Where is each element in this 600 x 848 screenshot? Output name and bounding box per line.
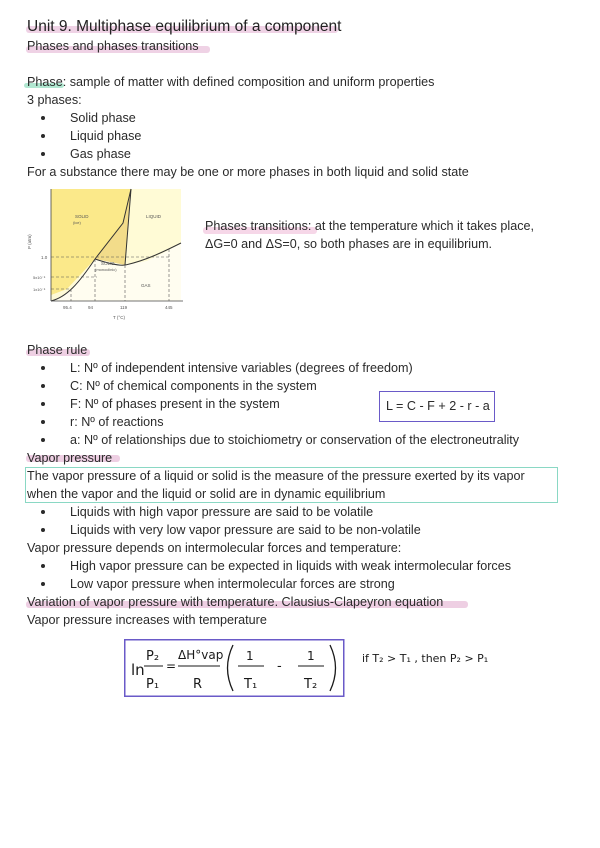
y-tick-label: 5x10⁻⁵	[33, 275, 46, 280]
bullet-icon	[41, 384, 45, 388]
phase-rule-formula: L = C - F + 2 - r - a	[386, 399, 490, 413]
right-paren	[330, 645, 336, 691]
vapor-definition-line-1: The vapor pressure of a liquid or solid is the measure of the pressure exerted by its vapor	[27, 469, 525, 483]
eq-p1: P₁	[146, 677, 160, 692]
left-paren	[228, 645, 234, 691]
phase-item-solid: Solid phase	[70, 111, 136, 125]
vapor-heading: Vapor pressure	[27, 451, 113, 465]
transitions-line-2: ΔG=0 and ΔS=0, so both phases are in equilibrium.	[205, 237, 493, 251]
region-label-monoclinic: SOLID	[101, 261, 115, 266]
transitions-term: Phases transitions:	[205, 219, 312, 233]
clausius-clapeyron-equation	[124, 639, 564, 699]
x-tick-label: 445	[165, 305, 173, 310]
y-tick-label: 1.0	[41, 255, 48, 260]
bullet-icon	[41, 134, 45, 138]
cc-note: Vapor pressure increases with temperature	[27, 613, 267, 627]
bullet-icon	[41, 510, 45, 514]
eq-r: R	[193, 677, 203, 692]
phase-rule-item: F: Nº of phases present in the system	[70, 397, 280, 411]
x-tick-label: 94	[88, 305, 94, 310]
phase-item-liquid: Liquid phase	[70, 129, 142, 143]
region-label-monoclinic-sub: (monoclinic)	[95, 267, 117, 272]
eq-one-b: 1	[307, 649, 315, 663]
eq-equals: =	[166, 659, 177, 673]
vapor-item: Liquids with very low vapor pressure are said to be non-volatile	[70, 523, 421, 537]
vapor-depends: Vapor pressure depends on intermolecular forces and temperature:	[27, 541, 402, 555]
eq-condition: if T₂ > T₁ , then P₂ > P₁	[362, 652, 489, 665]
x-tick-label: 95.4	[63, 305, 72, 310]
eq-one-a: 1	[246, 649, 254, 663]
region-label-gas: GAS	[141, 283, 151, 288]
phase-item-gas: Gas phase	[70, 147, 131, 161]
x-axis-label: T (°C)	[113, 315, 125, 320]
region-label-liquid: LIQUID	[146, 214, 162, 219]
bullet-icon	[41, 528, 45, 532]
eq-minus: -	[277, 659, 282, 674]
cc-heading: Variation of vapor pressure with temperature. Clausius-Clapeyron equation	[27, 595, 444, 609]
phase-rule-heading: Phase rule	[27, 343, 88, 357]
vapor-item: Liquids with high vapor pressure are said to be volatile	[70, 505, 374, 519]
page-subtitle: Phases and phases transitions	[27, 39, 199, 53]
eq-ln: ln	[131, 661, 145, 679]
y-tick-label: 1x10⁻⁵	[33, 287, 46, 292]
y-axis-label: P (atm)	[27, 234, 32, 249]
eq-t1: T₁	[244, 677, 258, 692]
vapor-item: Low vapor pressure when intermolecular forces are strong	[70, 577, 395, 591]
phase-definition	[27, 73, 434, 91]
bullet-icon	[41, 116, 45, 120]
bullet-icon	[41, 152, 45, 156]
substance-note: For a substance there may be one or more phases in both liquid and solid state	[27, 165, 469, 179]
bullet-icon	[41, 366, 45, 370]
vapor-item: High vapor pressure can be expected in liquids with weak intermolecular forces	[70, 559, 512, 573]
phase-rule-item: a: Nº of relationships due to stoichiometry or conservation of the electroneutrality	[70, 433, 520, 447]
vapor-definition-line-2: when the vapor and the liquid or solid are in dynamic equilibrium	[27, 487, 386, 501]
eq-t2: T₂	[304, 677, 318, 692]
phase-term: Phase:	[27, 75, 67, 89]
region-label-solid: SOLID	[75, 214, 89, 219]
region-label-solid-sub: (ice)	[73, 220, 81, 225]
transitions-line-1	[205, 217, 534, 235]
eq-dh: ΔH°vap	[178, 648, 224, 662]
bullet-icon	[41, 402, 45, 406]
phases-intro: 3 phases:	[27, 93, 82, 107]
bullet-icon	[41, 420, 45, 424]
transitions-text: at the temperature which it takes place,	[311, 219, 535, 233]
bullet-icon	[41, 438, 45, 442]
phase-rule-item: L: Nº of independent intensive variables (degrees of freedom)	[70, 361, 413, 375]
bullet-icon	[41, 582, 45, 586]
eq-p2: P₂	[146, 649, 160, 664]
phase-diagram	[27, 187, 187, 323]
phase-rule-item: r: Nº of reactions	[70, 415, 164, 429]
x-tick-label: 119	[120, 305, 128, 310]
phase-def-text: sample of matter with defined composition and uniform properties	[66, 75, 435, 89]
phase-rule-item: C: Nº of chemical components in the system	[70, 379, 317, 393]
page-title: Unit 9. Multiphase equilibrium of a component	[27, 18, 342, 35]
bullet-icon	[41, 564, 45, 568]
